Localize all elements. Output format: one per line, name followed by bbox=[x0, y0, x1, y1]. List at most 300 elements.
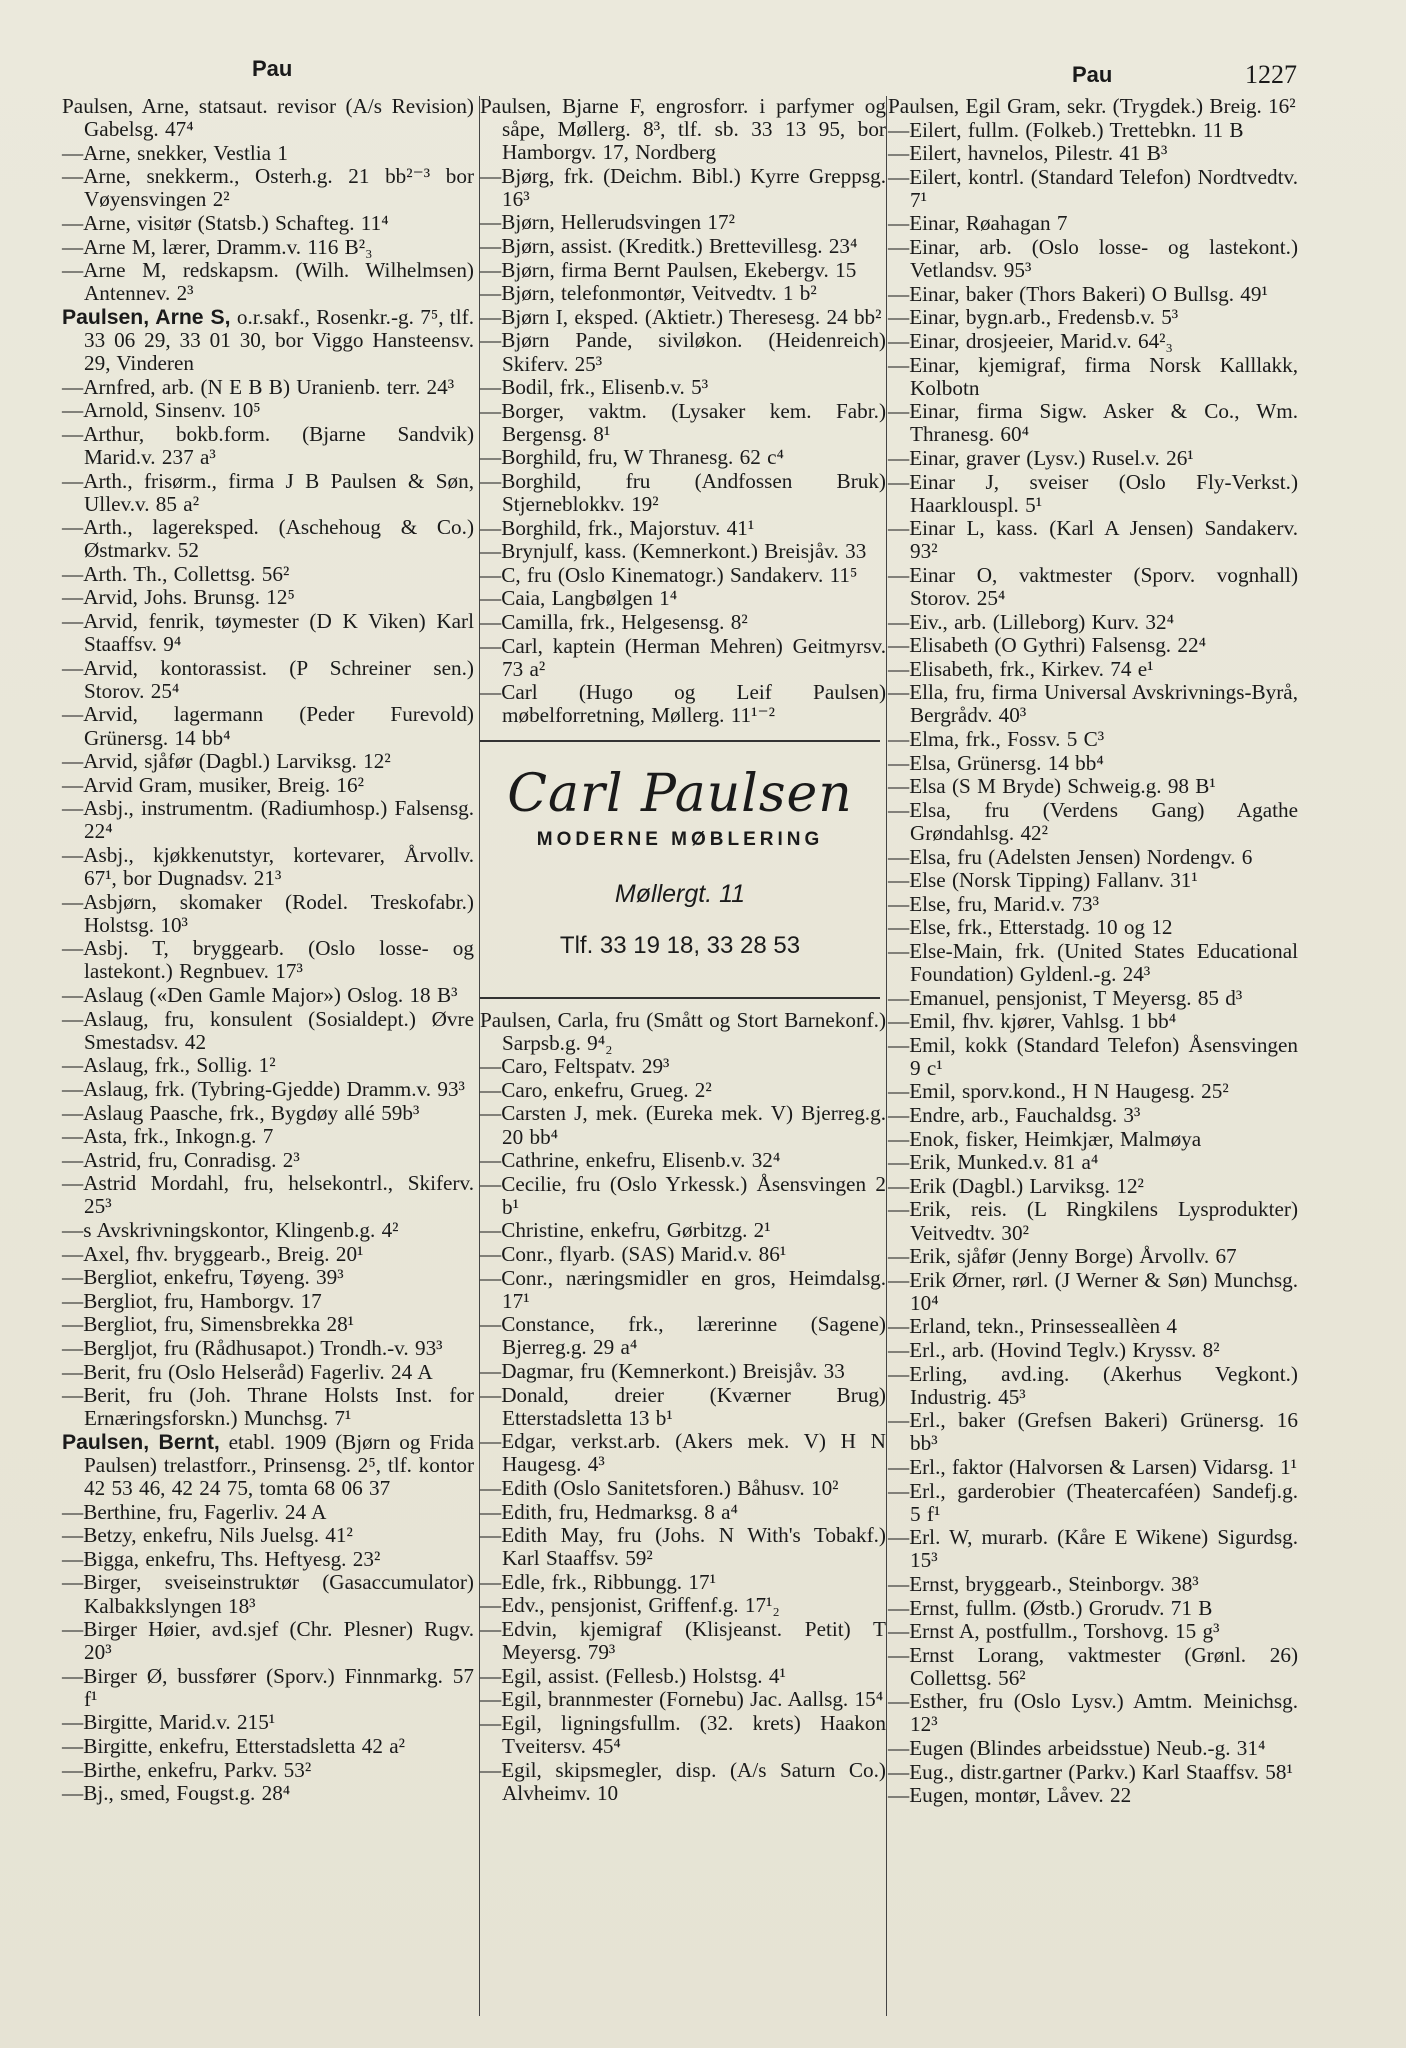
directory-entry bbox=[62, 376, 474, 399]
entry-text: —Bjørg, frk. (Deichm. Bibl.) Kyrre Greppsg. 16³ bbox=[480, 163, 886, 211]
directory-entry bbox=[480, 1009, 886, 1055]
directory-entry bbox=[480, 1055, 886, 1078]
directory-entry bbox=[480, 1079, 886, 1102]
entry-text: —Edith, fru, Hedmarksg. 8 a⁴ bbox=[480, 1499, 738, 1524]
directory-entry bbox=[62, 1313, 474, 1336]
entry-text: —Elisabeth (O Gythri) Falsensg. 22⁴ bbox=[888, 633, 1206, 658]
entry-text: —Birgitte, enkefru, Etterstadsletta 42 a² bbox=[62, 1734, 405, 1759]
entry-text: —Birger Høier, avd.sjef (Chr. Plesner) Rugv. 20³ bbox=[62, 1617, 474, 1665]
entry-text: —Astrid Mordahl, fru, helsekontrl., Skiferv. 25³ bbox=[62, 1171, 474, 1219]
entry-text: —Christine, enkefru, Gørbitzg. 2¹ bbox=[480, 1218, 771, 1243]
entry-text: —Eiv., arb. (Lilleborg) Kurv. 32⁴ bbox=[888, 609, 1174, 634]
directory-entry bbox=[480, 564, 886, 587]
directory-entry bbox=[62, 1524, 474, 1547]
entry-text: —Erl., faktor (Halvorsen & Larsen) Vidarsg. 1¹ bbox=[888, 1454, 1298, 1479]
entry-text: —Ernst, fullm. (Østb.) Grorudv. 71 B bbox=[888, 1595, 1213, 1620]
entry-text: —Caro, Feltspatv. 29³ bbox=[480, 1054, 670, 1079]
directory-entry bbox=[62, 1384, 474, 1430]
entry-text: —Else (Norsk Tipping) Fallanv. 31¹ bbox=[888, 868, 1198, 893]
directory-entry bbox=[62, 1501, 474, 1524]
directory-entry bbox=[480, 1594, 886, 1617]
entry-name-bold: Paulsen, Arne S, bbox=[62, 305, 231, 329]
entry-text: Paulsen, Carla, fru (Smått og Stort Barnekonf.) Sarpsb.g. 9⁴₂ bbox=[480, 1007, 886, 1055]
directory-entry bbox=[888, 1175, 1298, 1198]
directory-entry bbox=[480, 446, 886, 469]
directory-entry bbox=[62, 1337, 474, 1360]
entry-text: —Birgitte, Marid.v. 215¹ bbox=[62, 1710, 276, 1735]
entry-text: —Arth., frisørm., firma J B Paulsen & Søn, Ullev.v. 85 a² bbox=[62, 468, 474, 516]
entry-text: —Aslaug, frk., Sollig. 1² bbox=[62, 1053, 276, 1078]
entry-text: —Constance, frk., lærerinne (Sagene) Bjerreg.g. 29 a⁴ bbox=[480, 1312, 886, 1360]
directory-entry bbox=[888, 1690, 1298, 1736]
entry-text: —Erl., garderobier (Theatercaféen) Sandefj.g. 5 f¹ bbox=[888, 1478, 1298, 1526]
directory-entry bbox=[888, 283, 1298, 306]
entry-text: —Arne, snekker, Vestlia 1 bbox=[62, 140, 288, 165]
directory-entry bbox=[888, 940, 1298, 986]
entry-text: —Caro, enkefru, Grueg. 2² bbox=[480, 1077, 712, 1102]
header-right-keyword: Pau bbox=[1072, 62, 1113, 87]
entry-text: —Erik, Munked.v. 81 a⁴ bbox=[888, 1150, 1099, 1175]
directory-entry bbox=[62, 1711, 474, 1734]
entry-text: —Arne, visitør (Statsb.) Schafteg. 11⁴ bbox=[62, 210, 389, 235]
entry-text: —Erik, reis. (L Ringkilens Lysprodukter) Veitvedtv. 30² bbox=[888, 1197, 1298, 1245]
directory-entry bbox=[888, 1269, 1298, 1315]
ad-subtitle: MODERNE MØBLERING bbox=[536, 828, 824, 850]
entry-text: —Betzy, enkefru, Nils Juelsg. 41² bbox=[62, 1523, 353, 1548]
directory-entry bbox=[888, 846, 1298, 869]
directory-entry bbox=[480, 1219, 886, 1242]
directory-entry bbox=[62, 1125, 474, 1148]
entry-text: —Enok, fisker, Heimkjær, Malmøya bbox=[888, 1126, 1202, 1151]
entry-text: —Edith (Oslo Sanitetsforen.) Båhusv. 10² bbox=[480, 1475, 839, 1500]
directory-entry bbox=[480, 1501, 886, 1524]
entry-text: —Arvid, sjåfør (Dagbl.) Larviksg. 12² bbox=[62, 749, 391, 774]
entry-text: —Erl., baker (Grefsen Bakeri) Grünersg. 16 bb³ bbox=[888, 1408, 1298, 1456]
directory-entry bbox=[888, 1644, 1298, 1690]
entry-text: —Erik Ørner, rørl. (J Werner & Søn) Munchsg. 10⁴ bbox=[888, 1267, 1298, 1315]
directory-entry bbox=[62, 1618, 474, 1664]
directory-entry bbox=[888, 893, 1298, 916]
entry-text: —Erik (Dagbl.) Larviksg. 12² bbox=[888, 1173, 1144, 1198]
entry-text: —Arthur, bokb.form. (Bjarne Sandvik) Marid.v. 237 a³ bbox=[62, 421, 474, 469]
directory-entry bbox=[480, 1665, 886, 1688]
entry-text: —Edgar, verkst.arb. (Akers mek. V) H N Haugesg. 4³ bbox=[480, 1429, 886, 1477]
entry-text: —Arne M, redskapsm. (Wilh. Wilhelmsen) Antennev. 2³ bbox=[62, 258, 474, 306]
directory-entry bbox=[62, 1759, 474, 1782]
entry-text: —Einar, bygn.arb., Fredensb.v. 5³ bbox=[888, 305, 1179, 330]
column-2 bbox=[480, 95, 886, 1805]
entry-text: —Carl (Hugo og Leif Paulsen) møbelforretning, Møllerg. 11¹⁻² bbox=[480, 680, 886, 728]
directory-entry bbox=[480, 1173, 886, 1219]
directory-entry bbox=[888, 634, 1298, 657]
entry-text: —Elsa, Grünersg. 14 bb⁴ bbox=[888, 750, 1104, 775]
entry-text: —Asbj., instrumentm. (Radiumhosp.) Falsensg. 22⁴ bbox=[62, 796, 474, 844]
entry-text: —Einar, arb. (Oslo losse- og lastekont.) Vetlandsv. 95³ bbox=[888, 235, 1298, 283]
entry-text: —Bj., smed, Fougst.g. 28⁴ bbox=[62, 1781, 291, 1806]
directory-entry bbox=[888, 752, 1298, 775]
entry-text: —Arne, snekkerm., Osterh.g. 21 bb²⁻³ bor Vøyensvingen 2² bbox=[62, 164, 474, 212]
directory-entry bbox=[480, 400, 886, 446]
directory-entry bbox=[888, 869, 1298, 892]
entry-text: —Carsten J, mek. (Eureka mek. V) Bjerreg.g. 20 bb⁴ bbox=[480, 1101, 886, 1149]
entry-text: —Emil, sporv.kond., H N Haugesg. 25² bbox=[888, 1079, 1229, 1104]
entry-text: —Einar, graver (Lysv.) Rusel.v. 26¹ bbox=[888, 445, 1194, 470]
directory-entry bbox=[62, 1548, 474, 1571]
entry-text: —Borghild, frk., Majorstuv. 41¹ bbox=[480, 515, 755, 540]
directory-entry bbox=[480, 1477, 886, 1500]
entry-text: Paulsen, Egil Gram, sekr. (Trygdek.) Breig. 16² bbox=[888, 94, 1296, 118]
directory-entry bbox=[62, 703, 474, 749]
directory-entry bbox=[62, 750, 474, 773]
entry-text: —Bjørn, Hellerudsvingen 17² bbox=[480, 210, 735, 235]
entry-text: —Einar, Røahagan 7 bbox=[888, 211, 1068, 236]
entry-text: —Bergljot, fru (Rådhusapot.) Trondh.-v. 93³ bbox=[62, 1335, 443, 1360]
ad-phone: Tlf. 33 19 18, 33 28 53 bbox=[559, 931, 801, 959]
directory-entry bbox=[888, 564, 1298, 610]
directory-entry bbox=[62, 610, 474, 656]
directory-entry bbox=[62, 797, 474, 843]
entry-text: —Arnold, Sinsenv. 10⁵ bbox=[62, 398, 261, 423]
directory-entry bbox=[62, 1361, 474, 1384]
entry-text: —Bergliot, fru, Simensbrekka 28¹ bbox=[62, 1312, 355, 1337]
entry-text: —Camilla, frk., Helgesensg. 8² bbox=[480, 610, 748, 635]
directory-entry bbox=[888, 1597, 1298, 1620]
entry-text: —Cecilie, fru (Oslo Yrkessk.) Åsensvingen 2 b¹ bbox=[480, 1171, 886, 1219]
ad-address: Møllergt. 11 bbox=[614, 879, 746, 908]
entry-text: —Aslaug («Den Gamle Major») Oslog. 18 B³ bbox=[62, 983, 458, 1008]
directory-entry bbox=[480, 95, 886, 164]
directory-entry bbox=[480, 1524, 886, 1570]
directory-entry bbox=[62, 984, 474, 1007]
entry-text: —Axel, fhv. bryggearb., Breig. 20¹ bbox=[62, 1241, 364, 1266]
entry-text: —Egil, skipsmegler, disp. (A/s Saturn Co.) Alvheimv. 10 bbox=[480, 1757, 886, 1805]
column-divider bbox=[886, 96, 887, 2016]
entry-text: —Edith May, fru (Johs. N With's Tobakf.) Karl Staaffsv. 59² bbox=[480, 1523, 886, 1571]
entry-text: —Bjørn, telefonmontør, Veitvedtv. 1 b² bbox=[480, 281, 817, 306]
entry-text: —Asbjørn, skomaker (Rodel. Treskofabr.) Holstsg. 10³ bbox=[62, 889, 474, 937]
directory-entry bbox=[62, 306, 474, 375]
entry-text: —Conr., næringsmidler en gros, Heimdalsg. 17¹ bbox=[480, 1265, 886, 1313]
directory-entry bbox=[62, 563, 474, 586]
directory-entry bbox=[888, 400, 1298, 446]
entry-text: —Bergliot, enkefru, Tøyeng. 39³ bbox=[62, 1265, 344, 1290]
entry-text: —Cathrine, enkefru, Elisenb.v. 32⁴ bbox=[480, 1148, 781, 1173]
entry-text: —Bjørn, assist. (Kreditk.) Brettevillesg. 23⁴ bbox=[480, 234, 858, 259]
directory-entry bbox=[480, 1430, 886, 1476]
directory-entry bbox=[480, 282, 886, 305]
entry-text: —Caia, Langbølgen 1⁴ bbox=[480, 586, 678, 611]
entry-text: —Else, fru, Marid.v. 73³ bbox=[888, 891, 1099, 916]
directory-entry bbox=[62, 1665, 474, 1711]
entry-text: —Aslaug, fru, konsulent (Sosialdept.) Øvre Smestadsv. 42 bbox=[62, 1006, 474, 1054]
directory-entry bbox=[62, 165, 474, 211]
entry-text: —Birger, sveiseinstruktør (Gasaccumulator) Kalbakkslyngen 18³ bbox=[62, 1570, 474, 1618]
directory-entry bbox=[480, 1384, 886, 1430]
directory-entry bbox=[480, 1360, 886, 1383]
entry-text: —Eugen, montør, Låvev. 22 bbox=[888, 1783, 1132, 1808]
directory-entry bbox=[888, 236, 1298, 282]
directory-entry bbox=[888, 517, 1298, 563]
entry-text: etabl. 1909 (Bjørn og Frida Paulsen) trelastforr., Prinsensg. 2⁵, tlf. kontor 42 53 46, 42 24 75, tomta 68 06 37 bbox=[84, 1429, 474, 1501]
directory-entry bbox=[62, 1078, 474, 1101]
directory-entry bbox=[480, 1571, 886, 1594]
entry-text: —Borger, vaktm. (Lysaker kem. Fabr.) Bergensg. 8¹ bbox=[480, 398, 886, 446]
directory-entry bbox=[62, 1290, 474, 1313]
directory-entry bbox=[480, 681, 886, 727]
directory-entry bbox=[888, 799, 1298, 845]
directory-entry bbox=[888, 658, 1298, 681]
entry-text: —Bjørn Pande, siviløkon. (Heidenreich) Skiferv. 25³ bbox=[480, 328, 886, 376]
directory-entry bbox=[62, 1735, 474, 1758]
entry-text: —Birthe, enkefru, Parkv. 53² bbox=[62, 1757, 312, 1782]
entry-text: —Aslaug, frk. (Tybring-Gjedde) Dramm.v. 93³ bbox=[62, 1076, 465, 1101]
entry-text: —Berit, fru (Joh. Thrane Holsts Inst. for Ernæringsforskn.) Munchsg. 7¹ bbox=[62, 1383, 474, 1431]
entry-text: —Erland, tekn., Prinsesseallèen 4 bbox=[888, 1314, 1177, 1339]
directory-entry bbox=[888, 1080, 1298, 1103]
entry-text: —Arne M, lærer, Dramm.v. 116 B²₃ bbox=[62, 234, 373, 259]
entry-text: —Bjørn, firma Bernt Paulsen, Ekebergv. 15 bbox=[480, 257, 857, 282]
entry-text: —Eilert, fullm. (Folkeb.) Trettebkn. 11 B bbox=[888, 117, 1244, 142]
entry-text: —Emil, fhv. kjører, Vahlsg. 1 bb⁴ bbox=[888, 1009, 1177, 1034]
directory-entry bbox=[888, 1128, 1298, 1151]
directory-entry bbox=[888, 447, 1298, 470]
entry-text: —Elsa (S M Bryde) Schweig.g. 98 B¹ bbox=[888, 774, 1216, 799]
directory-entry bbox=[888, 1104, 1298, 1127]
directory-entry bbox=[888, 681, 1298, 727]
entry-text: —C, fru (Oslo Kinematogr.) Sandakerv. 11⁵ bbox=[480, 562, 858, 587]
entry-text: —Einar O, vaktmester (Sporv. vognhall) Storov. 25⁴ bbox=[888, 562, 1298, 610]
page-header bbox=[0, 52, 1406, 92]
directory-entry bbox=[888, 1761, 1298, 1784]
entry-text: —Bodil, frk., Elisenb.v. 5³ bbox=[480, 375, 709, 400]
directory-entry bbox=[888, 1339, 1298, 1362]
entry-text: —Erl. W, murarb. (Kåre E Wikene) Sigurdsg. 15³ bbox=[888, 1525, 1298, 1573]
directory-entry bbox=[480, 1102, 886, 1148]
column-3 bbox=[888, 95, 1298, 1808]
entry-text: —Edvin, kjemigraf (Klisjeanst. Petit) T Meyersg. 79³ bbox=[480, 1616, 886, 1665]
advertisement bbox=[480, 740, 880, 999]
entry-text: —Asta, frk., Inkogn.g. 7 bbox=[62, 1124, 274, 1149]
directory-entry bbox=[888, 1737, 1298, 1760]
entry-text: —Berit, fru (Oslo Helseråd) Fagerliv. 24 A bbox=[62, 1359, 433, 1384]
directory-entry bbox=[480, 635, 886, 681]
entry-text: —Einar, baker (Thors Bakeri) O Bullsg. 49¹ bbox=[888, 281, 1268, 306]
entry-text: —Else, frk., Etterstadg. 10 og 12 bbox=[888, 915, 1173, 940]
entry-text: —Ernst Lorang, vaktmester (Grønl. 26) Collettsg. 56² bbox=[888, 1642, 1298, 1690]
directory-entry bbox=[888, 212, 1298, 235]
entry-text: o.r.sakf., Rosenkr.-g. 7⁵, tlf. 33 06 29, 33 01 30, bor Viggo Hansteensv. 29, Vinderen bbox=[84, 304, 474, 376]
directory-entry bbox=[62, 399, 474, 422]
directory-entry bbox=[480, 1759, 886, 1805]
directory-entry bbox=[480, 587, 886, 610]
directory-entry bbox=[62, 212, 474, 235]
entry-text: —s Avskrivningskontor, Klingenb.g. 4² bbox=[62, 1218, 399, 1242]
directory-entry bbox=[480, 235, 886, 258]
directory-entry bbox=[62, 236, 474, 259]
directory-entry bbox=[480, 517, 886, 540]
entry-text: —Berthine, fru, Fagerliv. 24 A bbox=[62, 1499, 327, 1524]
entry-text: —Elma, frk., Fossv. 5 C³ bbox=[888, 727, 1105, 752]
entry-text: —Elsa, fru (Adelsten Jensen) Nordengv. 6 bbox=[888, 844, 1253, 869]
entry-text: —Birger Ø, bussfører (Sporv.) Finnmarkg. 57 f¹ bbox=[62, 1663, 474, 1711]
entry-name-bold: Paulsen, Bernt, bbox=[62, 1430, 220, 1454]
entry-text: —Elsa, fru (Verdens Gang) Agathe Grøndahlsg. 42² bbox=[888, 797, 1298, 845]
directory-entry bbox=[62, 657, 474, 703]
directory-entry bbox=[62, 1431, 474, 1500]
directory-entry bbox=[888, 728, 1298, 751]
directory-entry bbox=[888, 1245, 1298, 1268]
entry-text: —Arth. Th., Collettsg. 56² bbox=[62, 561, 290, 586]
directory-entry bbox=[62, 937, 474, 983]
directory-entry bbox=[480, 211, 886, 234]
directory-entry bbox=[62, 142, 474, 165]
directory-entry bbox=[480, 376, 886, 399]
entry-text: —Endre, arb., Fauchaldsg. 3³ bbox=[888, 1103, 1141, 1128]
directory-entry bbox=[888, 1620, 1298, 1643]
entry-text: —Ella, fru, firma Universal Avskrivnings-Byrå, Bergrådv. 40³ bbox=[888, 680, 1298, 728]
directory-entry bbox=[62, 1008, 474, 1054]
entry-text: —Egil, ligningsfullm. (32. krets) Haakon Tveitersv. 45⁴ bbox=[480, 1710, 886, 1758]
directory-entry bbox=[888, 1526, 1298, 1572]
directory-entry bbox=[888, 775, 1298, 798]
directory-entry bbox=[62, 1571, 474, 1617]
directory-entry bbox=[480, 1267, 886, 1313]
directory-entry bbox=[888, 1784, 1298, 1807]
entry-text: —Arvid, lagermann (Peder Furevold) Grünersg. 14 bb⁴ bbox=[62, 702, 474, 750]
page-number: 1227 bbox=[1245, 60, 1297, 89]
entry-text: —Asbj. T, bryggearb. (Oslo losse- og lastekont.) Regnbuev. 17³ bbox=[62, 936, 474, 984]
entry-text: —Conr., flyarb. (SAS) Marid.v. 86¹ bbox=[480, 1241, 787, 1266]
entry-text: —Egil, brannmester (Fornebu) Jac. Aallsg. 15⁴ bbox=[480, 1687, 884, 1712]
entry-text: —Einar L, kass. (Karl A Jensen) Sandakerv. 93² bbox=[888, 516, 1298, 564]
entry-text: —Ernst, bryggearb., Steinborgv. 38³ bbox=[888, 1571, 1199, 1596]
directory-entry bbox=[888, 1573, 1298, 1596]
directory-entry bbox=[888, 471, 1298, 517]
directory-entry bbox=[62, 891, 474, 937]
entry-text: —Borghild, fru, W Thranesg. 62 c⁴ bbox=[480, 445, 784, 470]
entry-text: —Bergliot, fru, Hamborgv. 17 bbox=[62, 1288, 322, 1313]
directory-entry bbox=[480, 1243, 886, 1266]
directory-entry bbox=[62, 259, 474, 305]
entry-text: —Eugen (Blindes arbeidsstue) Neub.-g. 31⁴ bbox=[888, 1736, 1266, 1761]
entry-text: —Einar J, sveiser (Oslo Fly-Verkst.) Haarklouspl. 5¹ bbox=[888, 469, 1298, 517]
directory-entry bbox=[888, 1010, 1298, 1033]
directory-entry bbox=[62, 1782, 474, 1805]
directory-entry bbox=[480, 306, 886, 329]
directory-entry bbox=[888, 119, 1298, 142]
directory-entry bbox=[480, 1618, 886, 1664]
directory-entry bbox=[62, 423, 474, 469]
directory-entry bbox=[62, 1054, 474, 1077]
entry-text: —Edle, frk., Ribbungg. 17¹ bbox=[480, 1569, 716, 1594]
header-left-keyword: Pau bbox=[252, 56, 293, 81]
directory-entry bbox=[888, 1456, 1298, 1479]
directory-entry bbox=[62, 516, 474, 562]
directory-entry bbox=[480, 1313, 886, 1359]
directory-entry bbox=[480, 259, 886, 282]
directory-entry bbox=[62, 1219, 474, 1242]
directory-entry bbox=[480, 611, 886, 634]
entry-text: —Astrid, fru, Conradisg. 2³ bbox=[62, 1147, 300, 1172]
directory-entry bbox=[888, 306, 1298, 329]
directory-entry bbox=[62, 470, 474, 516]
entry-text: Paulsen, Bjarne F, engrosforr. i parfymer og såpe, Møllerg. 8³, tlf. sb. 33 13 95, bor Hamborgv. 17, Nordberg bbox=[480, 94, 886, 165]
entry-text: —Edv., pensjonist, Griffenf.g. 17¹₂ bbox=[480, 1593, 780, 1618]
entry-text: —Arvid, Johs. Brunsg. 12⁵ bbox=[62, 585, 295, 610]
entry-text: —Egil, assist. (Fellesb.) Holstsg. 4¹ bbox=[480, 1663, 786, 1688]
entry-text: —Else-Main, frk. (United States Educational Foundation) Gyldenl.-g. 24³ bbox=[888, 938, 1298, 986]
directory-entry bbox=[480, 540, 886, 563]
directory-entry bbox=[480, 1149, 886, 1172]
directory-entry bbox=[480, 165, 886, 211]
entry-text: —Emil, kokk (Standard Telefon) Åsensvingen 9 c¹ bbox=[888, 1032, 1298, 1080]
directory-entry bbox=[888, 95, 1298, 118]
column-1 bbox=[62, 95, 474, 1806]
entry-text: —Eug., distr.gartner (Parkv.) Karl Staaffsv. 58¹ bbox=[888, 1759, 1293, 1784]
entry-text: —Arnfred, arb. (N E B B) Uranienb. terr. 24³ bbox=[62, 374, 455, 399]
directory-entry bbox=[888, 1151, 1298, 1174]
directory-entry bbox=[480, 329, 886, 375]
entry-text: —Erl., arb. (Hovind Teglv.) Kryssv. 8² bbox=[888, 1337, 1220, 1362]
directory-entry bbox=[62, 1102, 474, 1125]
entry-text: —Arth., lagereksped. (Aschehoug & Co.) Østmarkv. 52 bbox=[62, 515, 474, 563]
entry-text: —Eilert, kontrl. (Standard Telefon) Nordtvedtv. 7¹ bbox=[888, 164, 1298, 212]
ad-logo-script: Carl Paulsen bbox=[507, 763, 853, 824]
entry-text: —Einar, kjemigraf, firma Norsk Kalllakk, Kolbotn bbox=[888, 352, 1298, 400]
column-2-top-entries bbox=[480, 95, 886, 728]
entry-text: —Eilert, havnelos, Pilestr. 41 B³ bbox=[888, 141, 1168, 166]
directory-entry bbox=[888, 1198, 1298, 1244]
directory-entry bbox=[888, 987, 1298, 1010]
directory-entry bbox=[480, 1688, 886, 1711]
directory-entry bbox=[480, 470, 886, 516]
directory-entry bbox=[62, 1149, 474, 1172]
directory-entry bbox=[62, 586, 474, 609]
directory-entry bbox=[888, 142, 1298, 165]
directory-entry bbox=[62, 1243, 474, 1266]
entry-text: —Bigga, enkefru, Ths. Heftyesg. 23² bbox=[62, 1546, 381, 1571]
directory-entry bbox=[888, 166, 1298, 212]
directory-entry bbox=[888, 1363, 1298, 1409]
directory-entry bbox=[888, 330, 1298, 353]
column-2-bottom-entries bbox=[480, 1009, 886, 1805]
entry-text: —Brynjulf, kass. (Kemnerkont.) Breisjåv. 33 bbox=[480, 539, 867, 564]
directory-entry bbox=[62, 95, 474, 141]
directory-entry bbox=[888, 916, 1298, 939]
directory-entry bbox=[480, 1712, 886, 1758]
directory-entry bbox=[62, 774, 474, 797]
entry-text: —Arvid, fenrik, tøymester (D K Viken) Karl Staaffsv. 9⁴ bbox=[62, 609, 474, 657]
directory-entry bbox=[62, 1266, 474, 1289]
entry-text: —Arvid Gram, musiker, Breig. 16² bbox=[62, 772, 364, 797]
directory-entry bbox=[62, 1172, 474, 1218]
entry-text: —Einar, firma Sigw. Asker & Co., Wm. Thranesg. 60⁴ bbox=[888, 399, 1298, 447]
directory-entry bbox=[888, 611, 1298, 634]
entry-text: —Emanuel, pensjonist, T Meyersg. 85 d³ bbox=[888, 985, 1243, 1010]
entry-text: —Erling, avd.ing. (Akerhus Vegkont.) Industrig. 45³ bbox=[888, 1361, 1298, 1409]
directory-entry bbox=[888, 1315, 1298, 1338]
entry-text: —Einar, drosjeeier, Marid.v. 64²₃ bbox=[888, 328, 1173, 353]
entry-text: —Donald, dreier (Kværner Brug) Etterstadsletta 13 b¹ bbox=[480, 1382, 886, 1430]
entry-text: —Dagmar, fru (Kemnerkont.) Breisjåv. 33 bbox=[480, 1358, 845, 1383]
entry-text: —Aslaug Paasche, frk., Bygdøy allé 59b³ bbox=[62, 1100, 420, 1125]
entry-text: Paulsen, Arne, statsaut. revisor (A/s Revision) Gabelsg. 47⁴ bbox=[62, 94, 474, 142]
entry-text: —Elisabeth, frk., Kirkev. 74 e¹ bbox=[888, 656, 1154, 681]
entry-text: —Borghild, fru (Andfossen Bruk) Stjerneblokkv. 19² bbox=[480, 469, 886, 517]
entry-text: —Ernst A, postfullm., Torshovg. 15 g³ bbox=[888, 1619, 1220, 1644]
directory-entry bbox=[888, 1034, 1298, 1080]
entry-text: —Bjørn I, eksped. (Aktietr.) Theresesg. 24 bb² bbox=[480, 304, 882, 329]
